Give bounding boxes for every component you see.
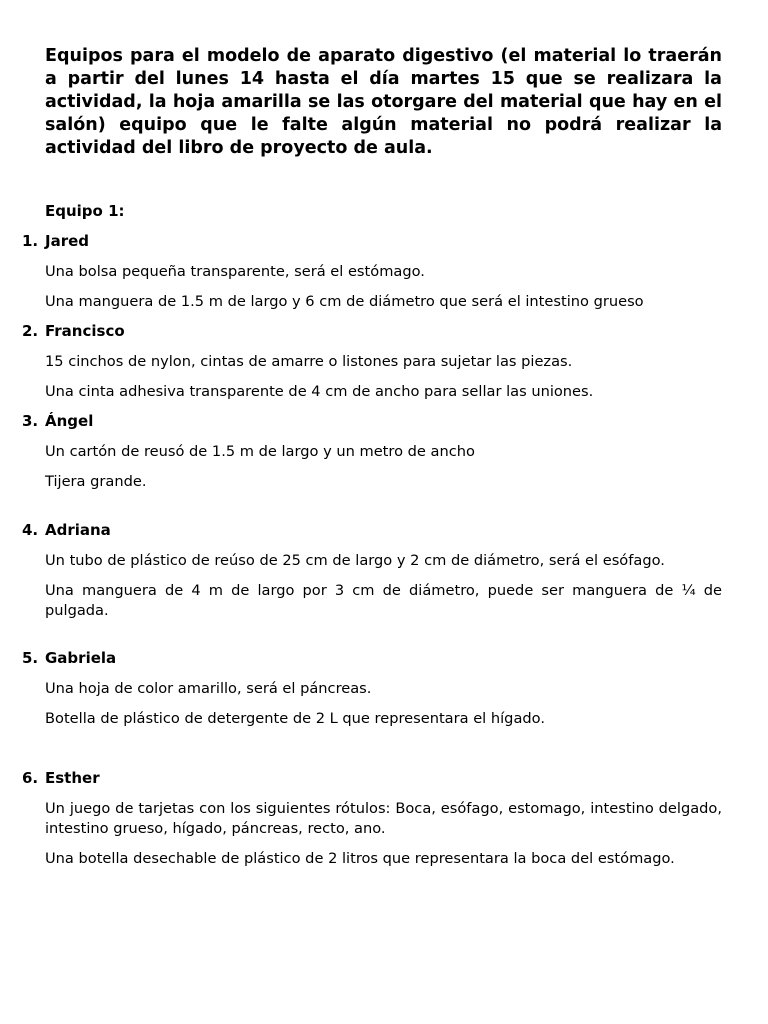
material-item: 15 cinchos de nylon, cintas de amarre o listones para sujetar las piezas. (45, 353, 573, 370)
member-number: 5. (22, 649, 39, 667)
member-5 (0, 649, 768, 729)
member-heading (0, 769, 768, 789)
material-item: Botella de plástico de detergente de 2 L que representara el hígado. (45, 710, 545, 727)
member-number: 6. (22, 769, 39, 787)
member-name: Esther (45, 769, 100, 787)
member-2 (0, 322, 768, 402)
member-heading (0, 412, 768, 432)
member-heading (0, 232, 768, 252)
team-heading: Equipo 1: (45, 202, 125, 220)
member-6 (0, 769, 768, 869)
member-name: Jared (45, 232, 90, 250)
member-number: 4. (22, 521, 39, 539)
material-item: Una bolsa pequeña transparente, será el estómago. (45, 263, 425, 280)
member-3 (0, 412, 768, 492)
member-name: Gabriela (45, 649, 117, 667)
member-number: 2. (22, 322, 39, 340)
material-item: Un juego de tarjetas con los siguientes rótulos: Boca, esófago, estomago, intestino delgado, intestino grueso, hígado, páncreas, recto, ano. (45, 800, 722, 837)
material-item: Una manguera de 4 m de largo por 3 cm de diámetro, puede ser manguera de ¼ de pulgada. (45, 582, 722, 619)
member-name: Ángel (45, 412, 94, 430)
material-item: Una hoja de color amarillo, será el páncreas. (45, 680, 372, 697)
material-item: Un tubo de plástico de reúso de 25 cm de largo y 2 cm de diámetro, será el esófago. (45, 552, 665, 569)
material-item: Una cinta adhesiva transparente de 4 cm de ancho para sellar las uniones. (45, 383, 594, 400)
member-number: 3. (22, 412, 39, 430)
member-4 (0, 521, 768, 621)
material-item: Una botella desechable de plástico de 2 litros que representara la boca del estómago. (45, 850, 675, 867)
document-title: Equipos para el modelo de aparato digestivo (el material lo traerán a partir del lunes 14 hasta el día martes 15 que se realizara la actividad, la hoja amarilla se las otorgare del material que hay en el salón) equipo que le falte algún material no podrá realizar la actividad del libro de proyecto de aula. (45, 46, 722, 158)
member-heading (0, 322, 768, 342)
member-heading (0, 521, 768, 541)
member-number: 1. (22, 232, 39, 250)
material-item: Tijera grande. (45, 473, 147, 490)
material-item: Una manguera de 1.5 m de largo y 6 cm de diámetro que será el intestino grueso (45, 293, 644, 310)
member-heading (0, 649, 768, 669)
material-item: Un cartón de reusó de 1.5 m de largo y un metro de ancho (45, 443, 475, 460)
member-name: Francisco (45, 322, 125, 340)
member-name: Adriana (45, 521, 111, 539)
member-1 (0, 232, 768, 312)
